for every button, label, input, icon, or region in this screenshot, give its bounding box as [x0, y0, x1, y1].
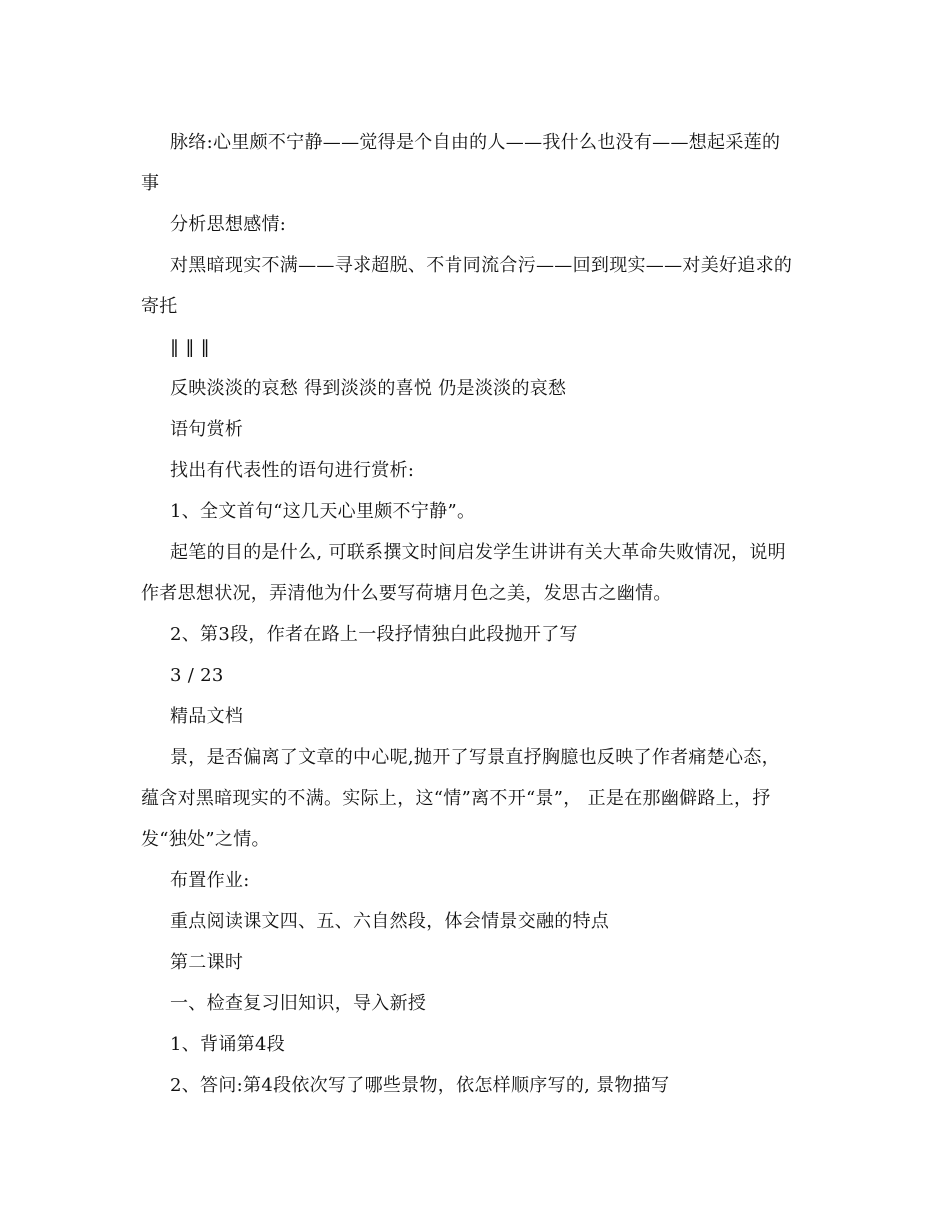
text-line-pulse-cont: 事: [141, 173, 160, 194]
document-header-label: 精品文档: [170, 706, 244, 727]
page-number: 3 / 23: [170, 665, 224, 686]
text-line-homework: 重点阅读课文四、五、六自然段，体会情景交融的特点: [170, 911, 610, 932]
text-line-arrows: ‖ ‖ ‖: [170, 337, 210, 358]
text-line-homework-heading: 布置作业:: [170, 870, 250, 891]
text-line-scene-cont: 蕴含对黑暗现实的不满。实际上，这“情”离不开“景”， 正是在那幽僻路上，抒: [141, 788, 771, 809]
text-line-recite: 1、背诵第4段: [170, 1034, 286, 1055]
text-line-answer: 2、答问:第4段依次写了哪些景物，依怎样顺序写的, 景物描写: [170, 1075, 670, 1096]
text-line-pulse: 脉络:心里颇不宁静——觉得是个自由的人——我什么也没有——想起采莲的: [170, 132, 781, 153]
text-line-item-2: 2、第3段，作者在路上一段抒情独白此段抛开了写: [170, 624, 578, 645]
text-line-sentence-appreciation: 语句赏析: [170, 419, 244, 440]
text-line-second-lesson: 第二课时: [170, 952, 244, 973]
text-line-scene-end: 发“独处”之情。: [141, 829, 270, 850]
text-line-review: 一、检查复习旧知识，导入新授: [170, 993, 427, 1014]
text-line-purpose-cont: 作者思想状况，弄清他为什么要写荷塘月色之美，发思古之幽情。: [141, 583, 672, 604]
text-line-scene: 景，是否偏离了文章的中心呢,抛开了写景直抒胸臆也反映了作者痛楚心态，: [170, 747, 780, 768]
text-line-sorrow-joy: 反映淡淡的哀愁 得到淡淡的喜悦 仍是淡淡的哀愁: [170, 378, 567, 399]
text-line-emotion-chain-cont: 寄托: [141, 296, 178, 317]
text-line-purpose: 起笔的目的是什么, 可联系撰文时间启发学生讲讲有关大革命失败情况，说明: [170, 542, 786, 563]
text-line-item-1: 1、全文首句“这几天心里颇不宁静”。: [170, 501, 476, 522]
text-line-find-sentences: 找出有代表性的语句进行赏析:: [170, 460, 415, 481]
text-line-analysis-heading: 分析思想感情:: [170, 214, 287, 235]
text-line-emotion-chain: 对黑暗现实不满——寻求超脱、不肯同流合污——回到现实——对美好追求的: [170, 255, 793, 276]
